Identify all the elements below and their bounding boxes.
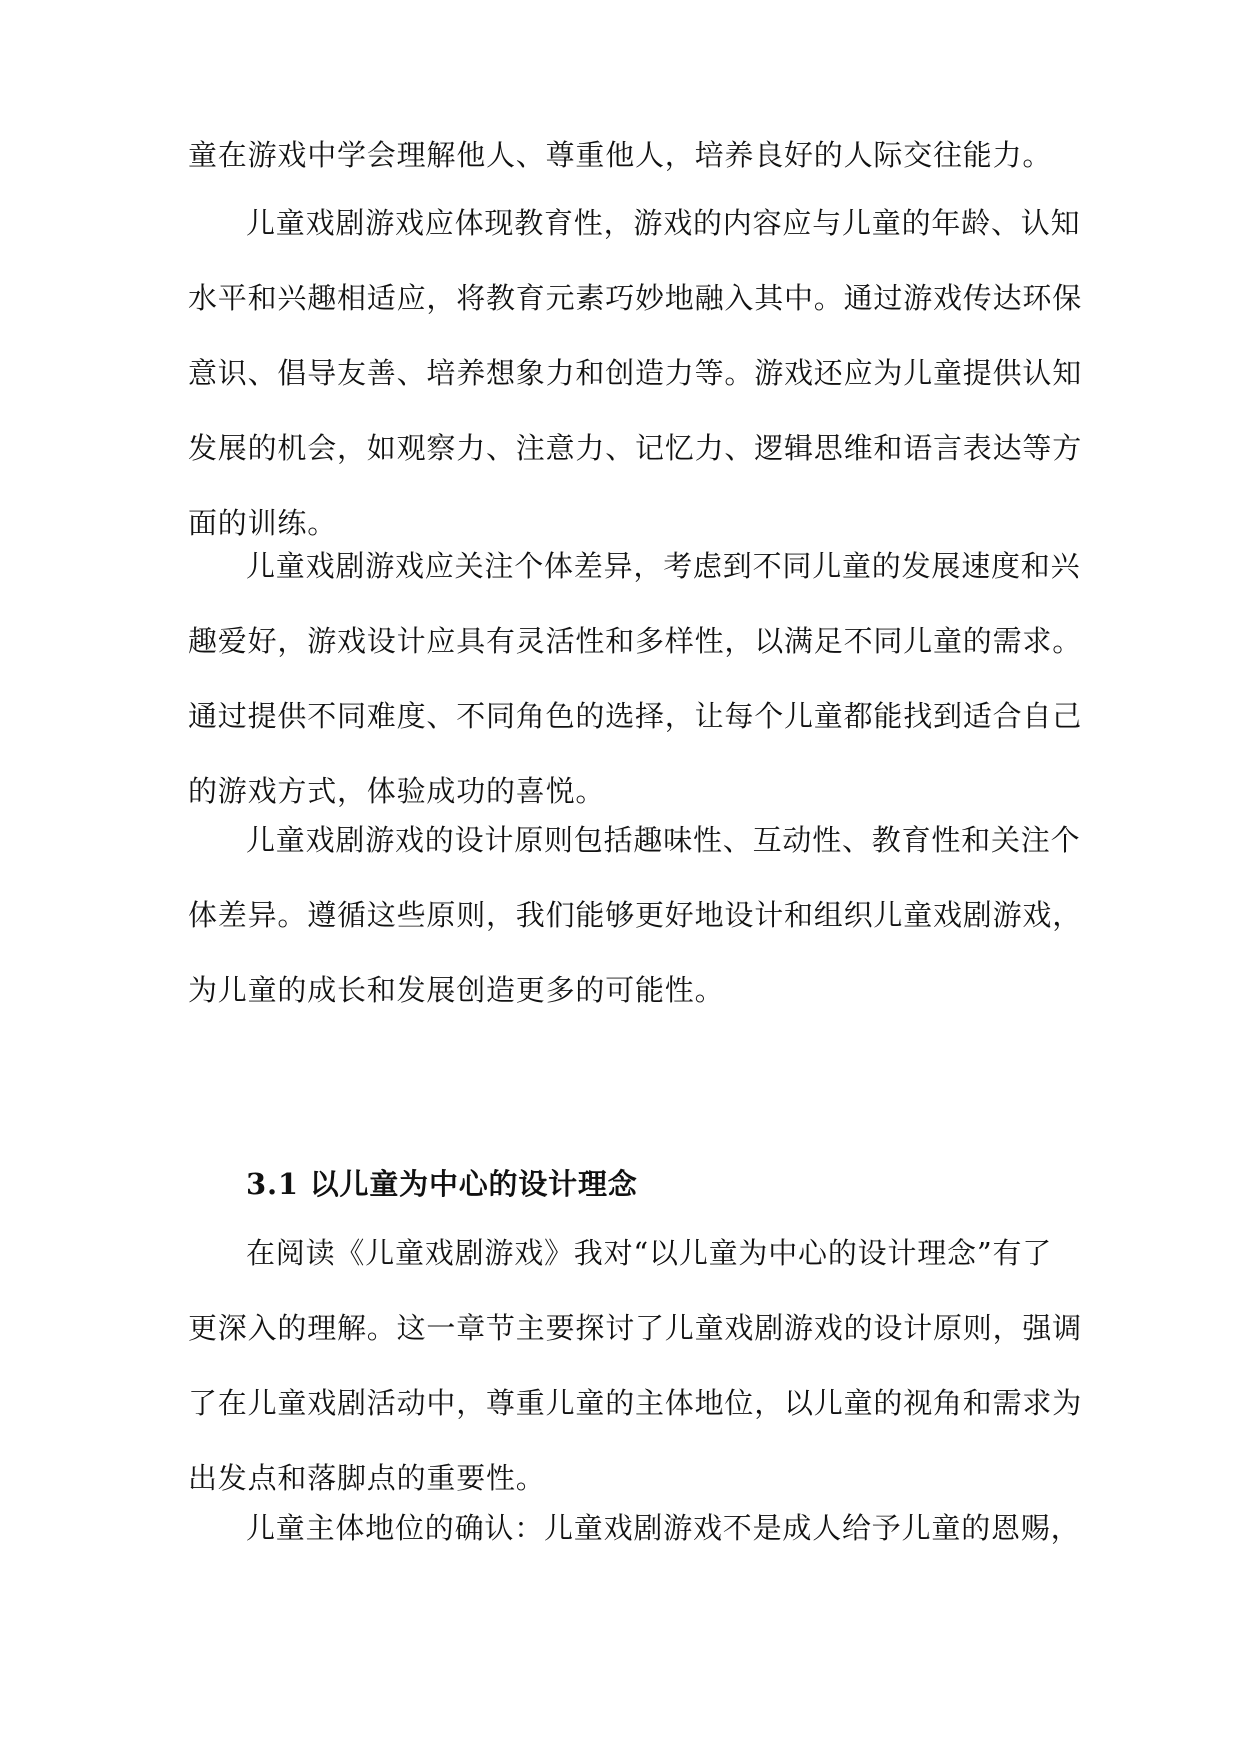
text-line: 更深入的理解。这一章节主要探讨了儿童戏剧游戏的设计原则，强调 xyxy=(188,1311,1083,1345)
text-line: 的游戏方式，体验成功的喜悦。 xyxy=(188,774,606,808)
text-line: 体差异。遵循这些原则，我们能够更好地设计和组织儿童戏剧游戏， xyxy=(188,898,1083,932)
text-line: 儿童戏剧游戏应关注个体差异，考虑到不同儿童的发展速度和兴 xyxy=(246,549,1081,583)
paragraph-design-principles xyxy=(188,803,1083,1028)
text-line: 了在儿童戏剧活动中，尊重儿童的主体地位，以儿童的视角和需求为 xyxy=(188,1386,1083,1420)
paragraph-educational xyxy=(188,186,1083,561)
section-heading-block xyxy=(188,1147,1058,1222)
text-line: 趣爱好，游戏设计应具有灵活性和多样性，以满足不同儿童的需求。 xyxy=(188,624,1083,658)
text-line: 在阅读《儿童戏剧游戏》我对“以儿童为中心的设计理念”有了 xyxy=(246,1236,1053,1270)
paragraph-continuation xyxy=(188,118,1058,193)
section-heading: 3.1 以儿童为中心的设计理念 xyxy=(246,1167,638,1201)
paragraph-child-centered xyxy=(188,1216,1083,1516)
text-line: 意识、倡导友善、培养想象力和创造力等。游戏还应为儿童提供认知 xyxy=(188,356,1083,390)
text-line: 儿童戏剧游戏的设计原则包括趣味性、互动性、教育性和关注个 xyxy=(246,823,1081,857)
paragraph-child-subject xyxy=(188,1491,1081,1566)
text-line: 出发点和落脚点的重要性。 xyxy=(188,1461,546,1495)
text-line: 水平和兴趣相适应，将教育元素巧妙地融入其中。通过游戏传达环保 xyxy=(188,281,1083,315)
text-line: 童在游戏中学会理解他人、尊重他人，培养良好的人际交往能力。 xyxy=(188,138,1053,172)
text-line: 儿童主体地位的确认：儿童戏剧游戏不是成人给予儿童的恩赐， xyxy=(246,1511,1081,1545)
text-line: 发展的机会，如观察力、注意力、记忆力、逻辑思维和语言表达等方 xyxy=(188,431,1083,465)
text-line: 通过提供不同难度、不同角色的选择，让每个儿童都能找到适合自己 xyxy=(188,699,1083,733)
paragraph-individual-differences xyxy=(188,529,1083,829)
text-line: 为儿童的成长和发展创造更多的可能性。 xyxy=(188,973,725,1007)
text-line: 面的训练。 xyxy=(188,506,338,540)
text-line: 儿童戏剧游戏应体现教育性，游戏的内容应与儿童的年龄、认知 xyxy=(246,206,1081,240)
